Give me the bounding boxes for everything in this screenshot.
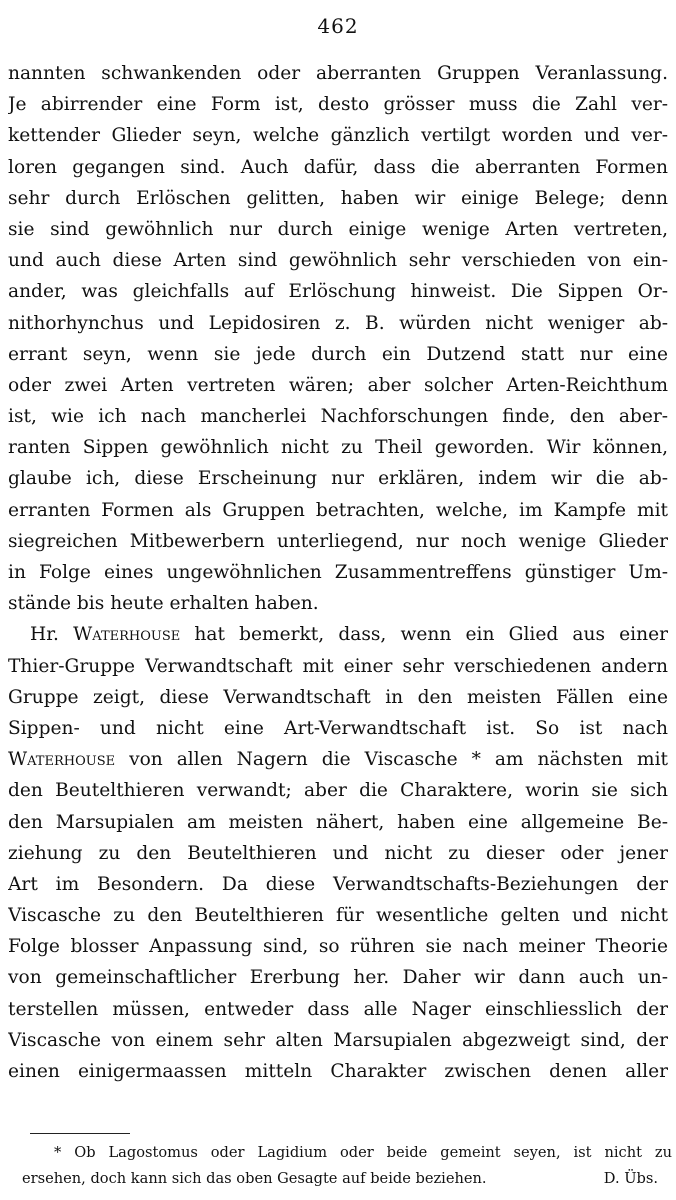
text-line: errant seyn, wenn sie jede durch ein Dutzend statt nur eine [8,343,668,365]
text-line: stände bis heute erhalten haben. [8,593,319,615]
text-line: Viscasche zu den Beutelthieren für wesentliche gelten und nicht [8,905,668,927]
text-line: Thier-Gruppe Verwandtschaft mit einer sehr verschiedenen andern [8,655,668,677]
text-line: ziehung zu den Beutelthieren und nicht zu dieser oder jener [8,842,668,864]
text-line: und auch diese Arten sind gewöhnlich sehr verschieden von ein- [8,250,668,272]
text-line: Folge blosser Anpassung sind, so rühren sie nach meiner Theorie [8,936,668,958]
text-line: oder zwei Arten vertreten wären; aber solcher Arten-Reichthum [8,374,668,396]
text-line: ist, wie ich nach mancherlei Nachforschungen finde, den aber- [8,406,668,428]
text-line: sie sind gewöhnlich nur durch einige wenige Arten vertreten, [8,218,668,240]
text-fragment: hat bemerkt, dass, wenn ein Glied aus einer [194,624,668,646]
page-number: 462 [317,14,359,38]
text-line: loren gegangen sind. Auch dafür, dass die aberranten Formen [8,156,668,178]
text-line: terstellen müssen, entweder dass alle Nager einschliesslich der [8,998,668,1020]
text-line: nithorhynchus und Lepidosiren z. B. würden nicht weniger ab- [8,312,668,334]
footnote-text: ersehen, doch kann sich das oben Gesagte auf beide beziehen. [22,1170,487,1187]
footnote [22,1140,672,1192]
text-line [8,619,668,650]
main-text [8,58,668,1087]
text-line: Viscasche von einem sehr alten Marsupialen abgezweigt sind, der [8,1029,668,1051]
text-line: Je abirrender eine Form ist, desto grösser muss die Zahl ver- [8,94,668,116]
text-line: den Beutelthieren verwandt; aber die Charaktere, worin sie sich [8,780,668,802]
author-name: Waterhouse [73,624,181,646]
text-line: siegreichen Mitbewerbern unterliegend, nur noch wenige Glieder [8,530,668,552]
text-line: den Marsupialen am meisten nähert, haben eine allgemeine Be- [8,811,668,833]
author-name: Waterhouse [8,749,116,771]
text-line: in Folge eines ungewöhnlichen Zusammentreffens günstiger Um- [8,562,668,583]
footnote-line [22,1166,672,1192]
text-line: ander, was gleichfalls auf Erlöschung hinweist. Die Sippen Or- [8,281,668,303]
text-line [8,744,668,775]
text-line: Art im Besondern. Da diese Verwandtschafts-Beziehungen der [8,873,668,895]
text-line: von gemeinschaftlicher Ererbung her. Daher wir dann auch un- [8,967,668,989]
text-line: einen einigermaassen mitteln Charakter zwischen denen aller [8,1061,668,1082]
text-fragment: von allen Nagern die Viscasche * am nächsten mit [129,749,668,771]
text-line: glaube ich, diese Erscheinung nur erklären, indem wir die ab- [8,468,668,490]
text-line: ranten Sippen gewöhnlich nicht zu Theil geworden. Wir können, [8,437,668,459]
abbreviation: Hr. [30,624,59,646]
text-line: sehr durch Erlöschen gelitten, haben wir einige Belege; denn [8,187,668,209]
text-line: Sippen- und nicht eine Art-Verwandtschaft ist. So ist nach [8,717,668,739]
text-line: erranten Formen als Gruppen betrachten, welche, im Kampfe mit [8,499,668,521]
text-line: nannten schwankenden oder aberranten Gruppen Veranlassung. [8,63,668,84]
footnote-line: * Ob Lagostomus oder Lagidium oder beide gemeint seyen, ist nicht zu [54,1144,672,1161]
footnote-divider [30,1133,130,1134]
text-line: Gruppe zeigt, diese Verwandtschaft in den meisten Fällen eine [8,686,668,708]
text-line: kettender Glieder seyn, welche gänzlich vertilgt worden und ver- [8,125,668,147]
translator-signature: D. Übs. [603,1170,658,1187]
